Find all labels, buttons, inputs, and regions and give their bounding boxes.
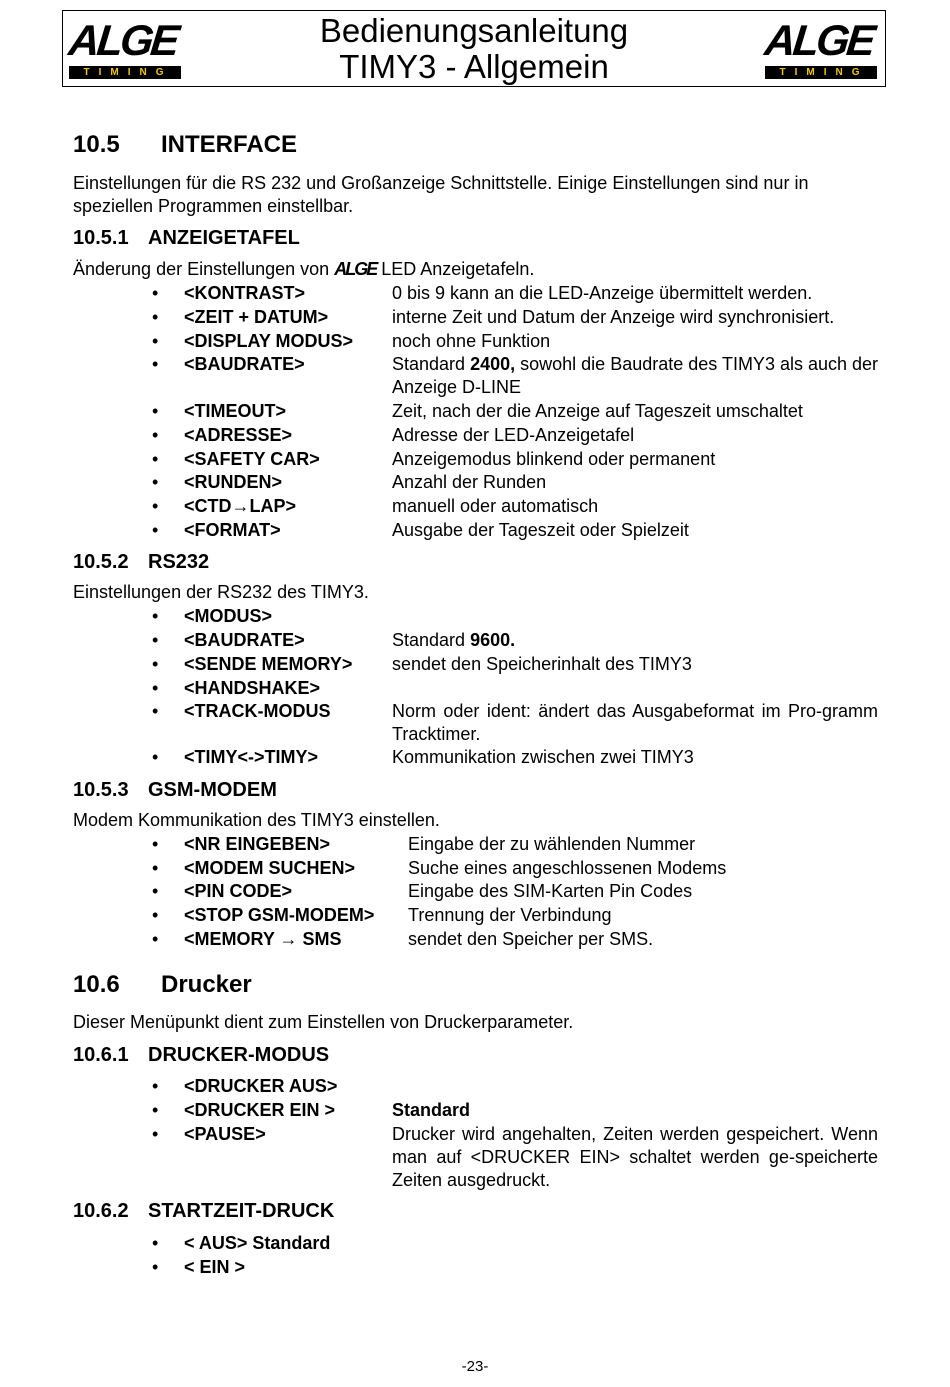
alge-logo-left: ALGE TIMING (69, 20, 181, 80)
page-number: -23- (461, 1358, 489, 1375)
header-title-line2: TIMY3 - Allgemein (339, 48, 609, 85)
intro-10-6: Dieser Menüpunkt dient zum Einstellen von Druckerparameter. (73, 1012, 574, 1032)
header-title-line1: Bedienungsanleitung (319, 12, 629, 49)
alge-logo-right: ALGE TIMING (765, 20, 877, 80)
intro-10-5-1: Änderung der Einstellungen von ALGE LED Anzeigetafeln. (73, 259, 535, 279)
alge-inline-logo: ALGE (334, 259, 377, 279)
heading-10-6-1: 10.6.1 DRUCKER-MODUS (73, 1044, 330, 1066)
heading-10-5-1: 10.5.1 ANZEIGETAFEL (73, 227, 300, 249)
intro-10-5-3: Modem Kommunikation des TIMY3 einstellen. (73, 810, 440, 830)
heading-10-5-2: 10.5.2 RS232 (73, 551, 210, 573)
intro-10-5: Einstellungen für die RS 232 und Großanzeige Schnittstelle. Einige Einstellungen sind nur in speziellen Programmen einstellbar. (73, 173, 809, 216)
heading-10-6-2: 10.6.2 STARTZEIT-DRUCK (73, 1200, 335, 1222)
heading-10-5-3: 10.5.3 GSM-MODEM (73, 779, 277, 801)
heading-10-6: 10.6 Drucker (73, 971, 252, 998)
heading-10-5: 10.5 INTERFACE (73, 131, 298, 158)
page-header (62, 10, 886, 87)
intro-10-5-2: Einstellungen der RS232 des TIMY3. (73, 582, 369, 602)
